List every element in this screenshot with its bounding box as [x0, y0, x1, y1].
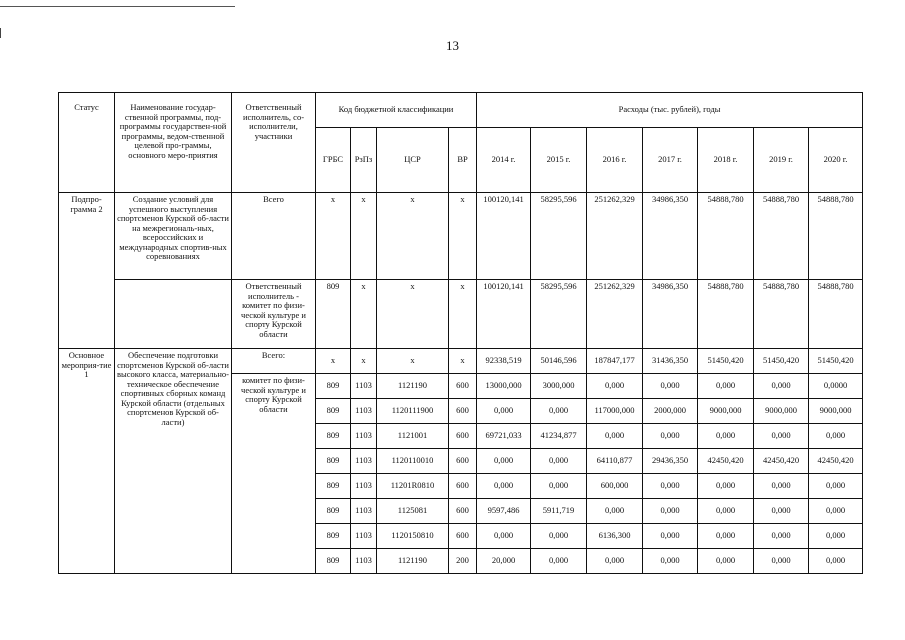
value-cell: 0,000 [698, 424, 754, 449]
csr-cell: 11201R0810 [377, 474, 449, 499]
csr-cell: 1120150810 [377, 524, 449, 549]
csr-cell: 1120111900 [377, 399, 449, 424]
year-header: 2017 г. [643, 128, 698, 193]
value-cell: 0,000 [531, 524, 587, 549]
value-cell: 100120,141 [477, 280, 531, 349]
executor-cell: Всего: [232, 349, 316, 374]
value-cell: 0,000 [809, 424, 863, 449]
csr-cell: 1121190 [377, 549, 449, 574]
value-cell: 54888,780 [754, 193, 809, 280]
value-cell: 51450,420 [754, 349, 809, 374]
top-rule [0, 6, 235, 7]
year-header: 2019 г. [754, 128, 809, 193]
value-cell: 251262,329 [587, 193, 643, 280]
value-cell: 0,000 [698, 374, 754, 399]
value-cell: 9597,486 [477, 499, 531, 524]
csr-cell: x [377, 349, 449, 374]
vr-header: ВР [449, 128, 477, 193]
value-cell: 0,000 [754, 424, 809, 449]
value-cell: 0,000 [477, 524, 531, 549]
col-name-header: Наименование государ-ственной программы, под-программы государствен-ной программы, ведом-ственной целевой про-граммы, основного меро-приятия [115, 93, 232, 193]
table-row [59, 193, 863, 280]
value-cell: 251262,329 [587, 280, 643, 349]
value-cell: 20,000 [477, 549, 531, 574]
value-cell: 0,000 [754, 524, 809, 549]
year-header: 2018 г. [698, 128, 754, 193]
grbs-cell: 809 [316, 280, 351, 349]
table-row [59, 349, 863, 374]
grbs-cell: 809 [316, 449, 351, 474]
vr-cell: x [449, 349, 477, 374]
value-cell: 0,000 [477, 449, 531, 474]
csr-header: ЦСР [377, 128, 449, 193]
rzpz-cell: x [351, 280, 377, 349]
value-cell: 58295,596 [531, 280, 587, 349]
rzpz-cell: 1103 [351, 399, 377, 424]
value-cell: 0,000 [587, 424, 643, 449]
rzpz-cell: 1103 [351, 549, 377, 574]
value-cell: 50146,596 [531, 349, 587, 374]
budget-code-header: Код бюджетной классификации [316, 93, 477, 128]
csr-cell: 1121190 [377, 374, 449, 399]
rzpz-cell: 1103 [351, 474, 377, 499]
value-cell: 0,000 [809, 524, 863, 549]
grbs-cell: 809 [316, 499, 351, 524]
value-cell: 0,000 [643, 374, 698, 399]
rzpz-header: РзПз [351, 128, 377, 193]
name-cell-empty [115, 280, 232, 349]
value-cell: 100120,141 [477, 193, 531, 280]
value-cell: 0,000 [754, 374, 809, 399]
margin-mark [0, 28, 1, 38]
value-cell: 42450,420 [754, 449, 809, 474]
rzpz-cell: 1103 [351, 424, 377, 449]
vr-cell: x [449, 193, 477, 280]
grbs-cell: 809 [316, 424, 351, 449]
value-cell: 54888,780 [809, 193, 863, 280]
value-cell: 69721,033 [477, 424, 531, 449]
executor-cell: Всего [232, 193, 316, 280]
value-cell: 42450,420 [809, 449, 863, 474]
csr-cell: 1125081 [377, 499, 449, 524]
status-cell: Подпро-грамма 2 [59, 193, 115, 349]
grbs-cell: x [316, 349, 351, 374]
status-cell: Основное мероприя-тие 1 [59, 349, 115, 574]
header-row [59, 93, 863, 128]
value-cell: 54888,780 [698, 193, 754, 280]
col-executor-header: Ответственный исполнитель, со-исполнители, участники [232, 93, 316, 193]
value-cell: 0,000 [698, 524, 754, 549]
value-cell: 187847,177 [587, 349, 643, 374]
value-cell: 58295,596 [531, 193, 587, 280]
grbs-cell: 809 [316, 474, 351, 499]
vr-cell: 600 [449, 374, 477, 399]
rzpz-cell: x [351, 349, 377, 374]
vr-cell: 200 [449, 549, 477, 574]
value-cell: 0,000 [531, 399, 587, 424]
value-cell: 34986,350 [643, 280, 698, 349]
value-cell: 13000,000 [477, 374, 531, 399]
value-cell: 0,000 [698, 499, 754, 524]
value-cell: 34986,350 [643, 193, 698, 280]
page-number: 13 [446, 38, 459, 53]
grbs-cell: 809 [316, 524, 351, 549]
rzpz-cell: 1103 [351, 449, 377, 474]
value-cell: 0,000 [587, 374, 643, 399]
vr-cell: 600 [449, 424, 477, 449]
value-cell: 0,000 [643, 499, 698, 524]
value-cell: 0,000 [643, 424, 698, 449]
value-cell: 0,000 [587, 549, 643, 574]
value-cell: 54888,780 [754, 280, 809, 349]
year-header: 2016 г. [587, 128, 643, 193]
rzpz-cell: 1103 [351, 374, 377, 399]
name-cell: Создание условий для успешного выступления спортсменов Курской об-ласти на межрегиональ-ных, всероссийских и международных спортив-ных соревнованиях [115, 193, 232, 280]
value-cell: 117000,000 [587, 399, 643, 424]
executor-cell: комитет по физи-ческой культуре и спорту Курской области [232, 374, 316, 574]
grbs-cell: 809 [316, 549, 351, 574]
value-cell: 0,000 [698, 549, 754, 574]
value-cell: 0,000 [809, 549, 863, 574]
value-cell: 0,000 [809, 499, 863, 524]
grbs-cell: 809 [316, 374, 351, 399]
col-status-header: Статус [59, 93, 115, 193]
csr-cell: x [377, 193, 449, 280]
value-cell: 5911,719 [531, 499, 587, 524]
value-cell: 0,000 [643, 524, 698, 549]
value-cell: 41234,877 [531, 424, 587, 449]
csr-cell: x [377, 280, 449, 349]
value-cell: 0,000 [531, 449, 587, 474]
value-cell: 9000,000 [809, 399, 863, 424]
year-header: 2015 г. [531, 128, 587, 193]
value-cell: 51450,420 [698, 349, 754, 374]
value-cell: 3000,000 [531, 374, 587, 399]
value-cell: 0,000 [531, 549, 587, 574]
value-cell: 0,000 [754, 499, 809, 524]
executor-cell: Ответственный исполнитель - комитет по физи-ческой культуре и спорту Курской области [232, 280, 316, 349]
value-cell: 0,000 [698, 474, 754, 499]
value-cell: 51450,420 [809, 349, 863, 374]
value-cell: 54888,780 [809, 280, 863, 349]
value-cell: 0,000 [643, 474, 698, 499]
vr-cell: 600 [449, 524, 477, 549]
vr-cell: 600 [449, 449, 477, 474]
value-cell: 9000,000 [754, 399, 809, 424]
value-cell: 9000,000 [698, 399, 754, 424]
vr-cell: 600 [449, 399, 477, 424]
value-cell: 0,000 [643, 549, 698, 574]
value-cell: 0,000 [809, 474, 863, 499]
csr-cell: 1121001 [377, 424, 449, 449]
table-row [59, 280, 863, 349]
value-cell: 54888,780 [698, 280, 754, 349]
name-cell: Обеспечение подготовки спортсменов Курской об-ласти высокого класса, материально-техническое обеспечение спортивных сборных команд Курской области (отдельных спортсменов Курской об-ласти) [115, 349, 232, 574]
value-cell: 0,000 [587, 499, 643, 524]
value-cell: 2000,000 [643, 399, 698, 424]
rzpz-cell: 1103 [351, 499, 377, 524]
expenses-header: Расходы (тыс. рублей), годы [477, 93, 863, 128]
value-cell: 64110,877 [587, 449, 643, 474]
year-header: 2014 г. [477, 128, 531, 193]
grbs-header: ГРБС [316, 128, 351, 193]
grbs-cell: x [316, 193, 351, 280]
value-cell: 0,000 [754, 474, 809, 499]
budget-table [58, 92, 863, 574]
value-cell: 6136,300 [587, 524, 643, 549]
vr-cell: 600 [449, 474, 477, 499]
vr-cell: x [449, 280, 477, 349]
rzpz-cell: x [351, 193, 377, 280]
value-cell: 29436,350 [643, 449, 698, 474]
value-cell: 0,000 [754, 549, 809, 574]
value-cell: 600,000 [587, 474, 643, 499]
year-header: 2020 г. [809, 128, 863, 193]
csr-cell: 1120110010 [377, 449, 449, 474]
value-cell: 0,000 [477, 399, 531, 424]
value-cell: 31436,350 [643, 349, 698, 374]
value-cell: 0,000 [531, 474, 587, 499]
value-cell: 0,0000 [809, 374, 863, 399]
value-cell: 0,000 [477, 474, 531, 499]
grbs-cell: 809 [316, 399, 351, 424]
rzpz-cell: 1103 [351, 524, 377, 549]
vr-cell: 600 [449, 499, 477, 524]
value-cell: 42450,420 [698, 449, 754, 474]
value-cell: 92338,519 [477, 349, 531, 374]
